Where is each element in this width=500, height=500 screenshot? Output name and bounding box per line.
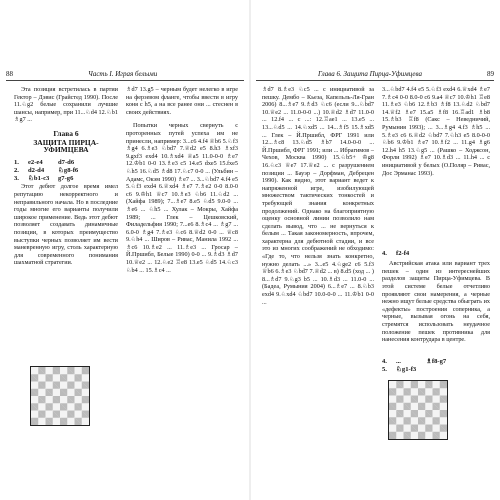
left-col2-body: Попытки черных свернуть с проторенных путей успеха им не принесли, например: 3...c6 4.f4 ♕b6 5.♘f3 ♗g4 6.♗e3 ♘bd7 7.♕d2 e5 8.h3 ♗xf3 9.gxf3 exd4 10.♗xd4 ♕a5 11.0-0-0 ♗e7 12.♔b1 0-0 13.♗e3 c5 14.e5 dxe5 15.fxe5 ♘h5 16.♘d5 ♗d8 17.♘c7 0-0 ... (Ульбин – Адамс, Окэм 1990) ♗e7 ... 3...♘bd7 4.f4 e5 5.♘f3 exd4 6.♕xd4 ♗e7 7.♗e2 0-0 8.0-0 c6 9.♔h1 ♕c7 10.♗e3 ♘b6 11.♘d2 ... (Хайфа 1989); 7...♗e7 8.e5 ♘d5 9.0-0 ... ♗e6 ... ♘h5 ... Хулак – Мокры, Хайфа 1989; ... Глек – Цешковский, Филадельфия 1990; 7...e6 8.♗c4 ... ♗g7 ... 6.0-0 ♗g4 7.♗e3 ♘c6 8.♕d2 0-0 ... ♕c8 9.♘h4 ... Широв – Ривас, Манила 1992 ... ♗c6 10.♗e2 ... 11.♗e3 ... Гросар – Й.Пршибл, Белые 1990) 0-0 ... 9.♗d3 ♗d7 10.♕e2 ... 12.♘e2 ♖e8 13.e5 ♘d5 14.♘c3 ♘b4 ... 15.♗c4 ... (126, 122, 238, 274)
right-header-rule (256, 80, 494, 81)
right-col2-body: Австрийская атака или вариант трех пешек – один из интереснейших разделов защиты Пирца-Уфимцева. В этой системе белые отчетливо проявляют свои намерения, а черные нежно ищут белые средства обыграть их «дефекты» построения соперника, а черные, вызывая огонь на себя, стремятся использовать неудачное положение пешек противника для нанесения контрудара в центре. (382, 260, 490, 344)
opening-moves (14, 159, 118, 184)
left-col2-top-text: ♗d7 13.g5 – черным будет нелегко в игре на ферзевом фланге, чтобы ввести в игру коня с h5, а на все ранее они ... стеснен в своих действиях. (126, 86, 238, 116)
chess-diagram-left (30, 366, 90, 426)
chapter-label: Глава 6 (53, 128, 79, 138)
move-4 (382, 250, 490, 258)
left-col1-body: Этот дебют долгое время имел репутацию некорректного и неправильного начала. Но в последние годы многие его варианты получили широкое применение. Ведь этот дебют позволяет создавать динамичные позиции, в которых преимущество выступки черных позволяет им вести маневренную игру, столь характерную для современного понимания шахматной стратегии. (14, 183, 118, 267)
left-header-rule (6, 80, 244, 81)
move-row: 1. e2-e4 d7-d6 (14, 158, 75, 166)
move-row: 2. d2-d4 ♘g8-f6 (14, 166, 79, 174)
chapter-title: ЗАЩИТА ПИРЦА-УФИМЦЕВА (33, 137, 99, 155)
left-col1-top-text: Эта позиция встретилась в партии Гектор – Дэвис (Грайстед 1990). После 11.♘g2 белые сохранили лучшие шансы, например, при 11...♘d4 12.♘b1 ♗g7 ... (14, 86, 118, 124)
move-row: 3. ♘b1-c3 g7-g6 (14, 175, 74, 183)
right-col2-top-text: 3...♘bd7 4.f4 e5 5.♘f3 exd4 6.♕xd4 ♗e7 7.♗c4 0-0 8.0-0 c6 9.a4 ♕c7 10.♔h1 ♖e8 11.♗e3 ♘b6 12.♗b3 ♗f8 13.♘d2 ♘bd7 14.♕f2 ♗e7 15.a5 ♗f8 16.♖ad1 ♗b8 15.♗b3 ♖f8 (Сакс – Неведничий, Румыния 1993); ... 3...♗g4 4.f3 ♗h5 ... 5.♗e3 c6 6.♕d2 ♘bd7 7.♘h3 e5 8.0-0-0 ♘b6 9.♔b1 ♗e7 10.♗f2 ... 11.g4 ♗g6 12.h4 h5 13.♘g5 ... (Рашко – Ходжсон, Форли 1992) ♗e7 10.♗d3 ... 11.h4 ... с инициативой у белых (О.Поляр – Ривас, Дос Эрманас 1993). (382, 86, 490, 177)
right-column-1 (262, 86, 374, 486)
right-header-text: Глава 6. Защита Пирца-Уфимцева (318, 70, 423, 78)
move-row: 4. ... ♗f8-g7 (382, 358, 447, 366)
left-column-2 (126, 86, 238, 486)
left-page-number: 88 (6, 70, 13, 78)
right-page-number: 89 (487, 70, 494, 78)
right-col1-text: ♗d7 8.♗e3 ♘c5 ... c инициативой за пешку. Дембо – Кьеза, Капельль-Ля-Гран 2006) 8...♗e7 9.♗d3 ♘c6 (если 9...♘bd7 10.♕e2 ... 11.0-0-0 ...) 10.♕d2 ♗d7 11.0-0 ... 12.f4 ... с ...: 12.♖ae1 ... 13.e5 ... 13...♘d5 ... 14.♘xd5 ... 14...♗f5 15.♗xd5 ... Глек – Й.Пршибл, ФРГ 1991 или 12...♗c8 13.♘d5 ♗b7 14.0-0-0 ... Й.Пршибл, ФРГ 1991; или ... Ибрагимов – Чехов, Москва 1990) 15.♘b5+ ♔g8 16.♘c3 ♕e7 17.♕e2 ... c разрушением позиции ... Бауэр – Дорфман, Дебрецен 1990). Как видно, этот вариант ведет к напряженной игре, изобилующей множеством тактических тонкостей и требующей знания конкретных продолжений. Однако на благоприятную оценку основной линии позволило нам сделать вывод, что ... не вернуться к белым ... Такая закономерность, впрочем, характерна для дебютной стадии, и все это из многих соображений не обходимо: «Где то, что нельзя знать конкретно, нужно делать ...» 3...e5 4.♘ge2 c6 5.f3 ♕b6 6.♗e3 ♘bd7 7.♕d2 ... в) 8.d5 (ход ... ) 8...♗d7 9.♘g3 b5 ... 10.♗d3 ... 11.0-0 ... (Бадеа, Румыния 2004) 6...♗e7 ... 8.♘b3 exd4 9.♘xd4 ♘bd7 10.0-0-0 ... 11.♔b1 0-0 ... (262, 86, 374, 306)
move-row: 4. f2-f4 (382, 250, 410, 257)
chess-diagram-right (388, 380, 448, 440)
right-column-2 (382, 86, 490, 375)
right-page (250, 0, 500, 500)
move-4-5 (382, 358, 490, 374)
move-row: 5. ♘g1-f3 (382, 366, 417, 374)
left-header-text: Часть I. Играя белыми (88, 70, 158, 78)
left-column-1 (14, 86, 118, 267)
